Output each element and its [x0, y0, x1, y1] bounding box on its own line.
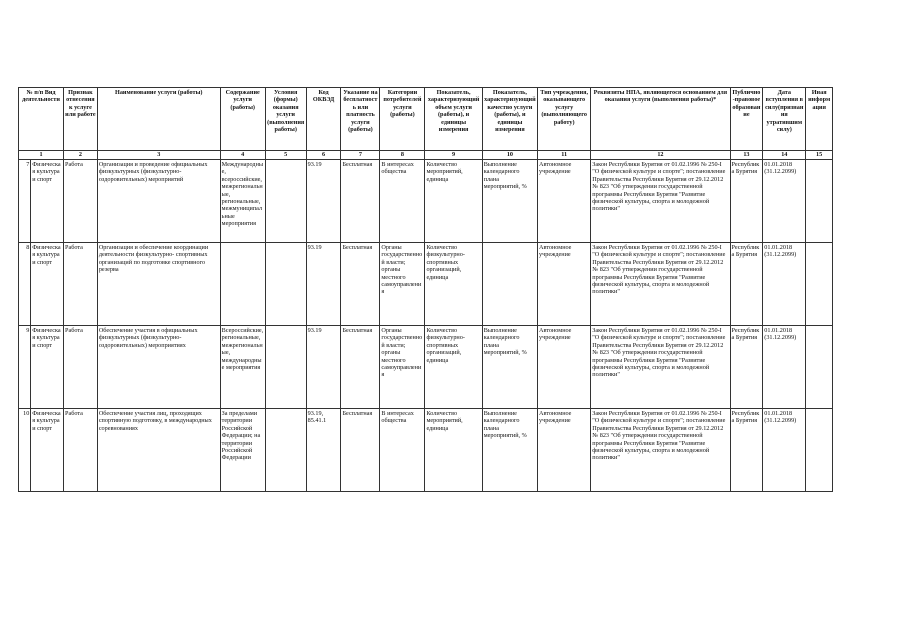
column-number: 5 [265, 151, 306, 160]
cell-volume: Количество физкультурно-спортивных организаций, единица [425, 243, 482, 326]
column-number: 4 [220, 151, 265, 160]
header-cell-institution: Тип учреждения, оказывающего услугу (выполняющего работу) [538, 88, 591, 151]
header-cell-date: Дата вступления в силу(признания утратившим силу) [763, 88, 806, 151]
cell-conditions [265, 326, 306, 409]
column-number: 15 [806, 151, 833, 160]
header-cell-num-activity: № п/п Вид деятельности [19, 88, 64, 151]
column-number-row [19, 151, 833, 160]
cell-other [806, 409, 833, 492]
header-cell-type: Признак отнесения к услуге или работе [64, 88, 98, 151]
column-number: 3 [97, 151, 220, 160]
cell-activity: Физическая культура и спорт [31, 409, 64, 492]
cell-date: 01.01.2018 (31.12.2099) [763, 243, 806, 326]
cell-okved: 93.19 [306, 243, 341, 326]
column-number: 2 [64, 151, 98, 160]
cell-num: 10 [19, 409, 31, 492]
table-row [19, 243, 833, 326]
cell-num: 8 [19, 243, 31, 326]
column-number: 1 [19, 151, 64, 160]
column-number: 12 [591, 151, 730, 160]
cell-volume: Количество мероприятий, единица [425, 160, 482, 243]
cell-npa: Закон Республики Бурятия от 01.02.1996 № 250-I "О физической культуре и спорте"; постановление Правительства Республики Бурятия от 29.12.2012 № 823 "Об утверждении государственной программы Республики Бурятия "Развитие физической культуры, спорта и молодежной политики" [591, 326, 730, 409]
header-row [19, 88, 833, 151]
cell-content: За пределами территории Российской Федерации; на территории Российской Федерации [220, 409, 265, 492]
cell-content [220, 243, 265, 326]
cell-quality: Выполнение календарного плана мероприятий, % [482, 409, 537, 492]
cell-num: 9 [19, 326, 31, 409]
table-row [19, 409, 833, 492]
column-number: 9 [425, 151, 482, 160]
cell-other [806, 160, 833, 243]
cell-type: Работа [64, 243, 98, 326]
header-cell-okved: Код ОКВЭД [306, 88, 341, 151]
table-body [19, 160, 833, 492]
cell-activity: Физическая культура и спорт [31, 243, 64, 326]
cell-consumers: В интересах общества [380, 160, 425, 243]
column-number: 10 [482, 151, 537, 160]
cell-institution: Автономное учреждение [538, 326, 591, 409]
cell-entity: Республика Бурятия [730, 326, 763, 409]
header-cell-payment: Указание на бесплатность или платность услуги (работы) [341, 88, 380, 151]
cell-npa: Закон Республики Бурятия от 01.02.1996 № 250-I "О физической культуре и спорте"; постановление Правительства Республики Бурятия от 29.12.2012 № 823 "Об утверждении государственной программы Республики Бурятия "Развитие физической культуры, спорта и молодежной политики" [591, 409, 730, 492]
column-number: 7 [341, 151, 380, 160]
cell-other [806, 326, 833, 409]
header-cell-other: Иная информация [806, 88, 833, 151]
column-number: 11 [538, 151, 591, 160]
cell-okved: 93.19 [306, 326, 341, 409]
cell-type: Работа [64, 160, 98, 243]
column-number: 8 [380, 151, 425, 160]
cell-content: Всероссийские, региональные, межрегиональные, международные мероприятия [220, 326, 265, 409]
header-cell-conditions: Условия (формы) оказания услуги (выполнения работы) [265, 88, 306, 151]
cell-consumers: Органы государственной власти; органы местного самоуправления [380, 243, 425, 326]
cell-entity: Республика Бурятия [730, 243, 763, 326]
cell-content: Международные, всероссийские, межрегиональные, региональные, межмуниципальные мероприятия [220, 160, 265, 243]
cell-consumers: Органы государственной власти; органы местного самоуправления [380, 326, 425, 409]
cell-conditions [265, 409, 306, 492]
cell-type: Работа [64, 409, 98, 492]
cell-institution: Автономное учреждение [538, 409, 591, 492]
cell-payment: Бесплатная [341, 409, 380, 492]
cell-activity: Физическая культура и спорт [31, 326, 64, 409]
column-number: 14 [763, 151, 806, 160]
cell-payment: Бесплатная [341, 160, 380, 243]
cell-type: Работа [64, 326, 98, 409]
cell-npa: Закон Республики Бурятия от 01.02.1996 № 250-I "О физической культуре и спорте"; постановление Правительства Республики Бурятия от 29.12.2012 № 823 "Об утверждении государственной программы Республики Бурятия "Развитие физической культуры, спорта и молодежной политики" [591, 243, 730, 326]
column-number: 6 [306, 151, 341, 160]
cell-okved: 93.19 [306, 160, 341, 243]
header-cell-name: Наименование услуги (работы) [97, 88, 220, 151]
cell-entity: Республика Бурятия [730, 160, 763, 243]
header-cell-consumers: Категории потребителей услуги (работы) [380, 88, 425, 151]
cell-okved: 93.19, 85.41.1 [306, 409, 341, 492]
cell-quality [482, 243, 537, 326]
header-cell-content: Содержание услуги (работы) [220, 88, 265, 151]
table-row [19, 326, 833, 409]
cell-institution: Автономное учреждение [538, 243, 591, 326]
cell-payment: Бесплатная [341, 243, 380, 326]
cell-date: 01.01.2018 (31.12.2099) [763, 326, 806, 409]
cell-name: Обеспечение участия в официальных физкультурных (физкультурно- оздоровительных) мероприятиях [97, 326, 220, 409]
cell-conditions [265, 160, 306, 243]
header-cell-entity: Публично-правовое образование [730, 88, 763, 151]
cell-consumers: В интересах общества [380, 409, 425, 492]
header-cell-npa: Реквизиты НПА, являющегося основанием для оказания услуги (выполнения работы)* [591, 88, 730, 151]
cell-conditions [265, 243, 306, 326]
cell-volume: Количество физкультурно-спортивных организаций, единица [425, 326, 482, 409]
cell-npa: Закон Республики Бурятия от 01.02.1996 № 250-I "О физической культуре и спорте"; постановление Правительства Республики Бурятия от 29.12.2012 № 823 "Об утверждении государственной программы Республики Бурятия "Развитие физической культуры, спорта и молодежной политики" [591, 160, 730, 243]
services-registry-table [18, 87, 833, 492]
cell-name: Организация и проведение официальных физкультурных (физкультурно-оздоровительных) мероприятий [97, 160, 220, 243]
cell-other [806, 243, 833, 326]
table-row [19, 160, 833, 243]
cell-quality: Выполнение календарного плана мероприятий, % [482, 160, 537, 243]
header-cell-quality: Показатель, характеризующий качество услуги (работы), и единицы измерения [482, 88, 537, 151]
registry-sheet [18, 87, 833, 492]
cell-name: Организация и обеспечение координации деятельности физкультурно- спортивных организаций по подготовке спортивного резерва [97, 243, 220, 326]
column-number: 13 [730, 151, 763, 160]
cell-num: 7 [19, 160, 31, 243]
cell-payment: Бесплатная [341, 326, 380, 409]
cell-date: 01.01.2018 (31.12.2099) [763, 160, 806, 243]
cell-activity: Физическая культура и спорт [31, 160, 64, 243]
header-cell-volume: Показатель, характеризующий объем услуги (работы), и единицы измерения [425, 88, 482, 151]
cell-institution: Автономное учреждение [538, 160, 591, 243]
cell-date: 01.01.2018 (31.12.2099) [763, 409, 806, 492]
cell-quality: Выполнение календарного плана мероприятий, % [482, 326, 537, 409]
cell-volume: Количество мероприятий, единица [425, 409, 482, 492]
cell-name: Обеспечение участия лиц, проходящих спортивную подготовку, в международных соревнованиях [97, 409, 220, 492]
cell-entity: Республика Бурятия [730, 409, 763, 492]
